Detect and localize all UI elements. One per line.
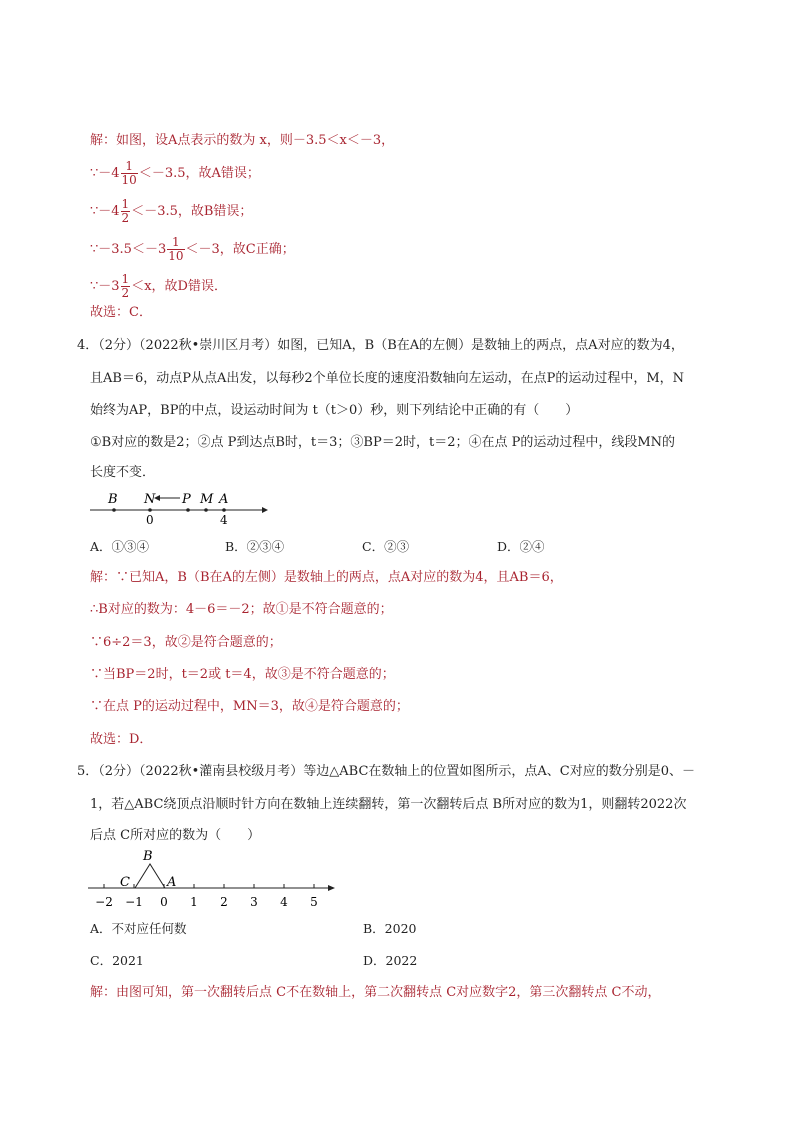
tick-label: 5 [310,895,318,909]
q5-choice-c: C．2021 [90,953,144,968]
q4-solution-line-4: ∵当BP＝2时，t＝2或 t＝4，故③是不符合题意的； [90,667,395,682]
q3-l5-pre: ∵－3 [90,279,120,294]
q4-solution-line-1: 解：∵已知A，B（B在A的左侧）是数轴上的两点，点A对应的数为4，且AB＝6， [90,570,563,585]
q3-l4-pre: ∵－3.5＜－3 [90,242,167,257]
q3-solution-line-4 [90,236,295,263]
fraction [121,198,131,225]
numerator: 1 [121,160,138,174]
q4-choice-c: C．②③ [362,539,410,554]
tick-label: −2 [95,895,113,909]
q4-stem-line-4: ①B对应的数是2；②点 P到达点B时，t＝3；③BP＝2时，t＝2；④在点 P的运动过程中，线段MN的 [90,435,676,450]
label-m: M [200,492,214,507]
q4-choice-d: D．②④ [497,539,545,554]
q4-stem-line-2: 且AB＝6，动点P从点A出发，以每秒2个单位长度的速度沿数轴向左运动，在点P的运动过程中，M，N [90,371,685,386]
q5-choice-d: D．2022 [363,953,418,968]
fraction [121,160,138,187]
vertex-a: A [167,875,177,890]
q4-stem-line-1: 4．（2分）（2022秋•崇川区月考）如图，已知A，B（B在A的左侧）是数轴上的两点，点A对应的数为4， [77,338,684,353]
tick-label: −1 [125,895,143,909]
numerator: 1 [167,236,184,250]
denominator: 10 [168,249,184,263]
q3-solution-line-2 [90,160,260,187]
numerator: 1 [121,197,130,211]
q3-answer: 故选：C． [90,305,152,320]
q4-solution-line-3: ∵6÷2＝3，故②是符合题意的； [90,635,282,650]
q3-l2-pre: ∵－4 [90,166,120,181]
point-p [186,508,190,512]
fraction [167,236,184,263]
q3-l2-post: ＜－3.5，故A错误； [138,166,260,181]
point-m [204,508,208,512]
q4-choice-a: A．①③④ [90,539,150,554]
point-a [222,508,226,512]
q4-stem-line-5: 长度不变． [90,465,156,480]
tick-0: 0 [146,513,154,527]
q3-l3-post: ＜－3.5，故B错误； [131,204,253,219]
q5-stem-line-2: 1，若△ABC绕顶点沿顺时针方向在数轴上连续翻转，第一次翻转后点 B所对应的数为1，则翻转2022次 [90,797,687,812]
label-n: N [144,492,156,507]
tick-labels [95,895,318,909]
axis-arrow [262,507,268,513]
q4-solution-line-2: ∴B对应的数为：4－6＝－2；故①是不符合题意的； [90,602,393,617]
tick-label: 2 [220,895,228,909]
q4-number-line-figure [90,488,270,528]
q3-solution-line-1: 解：如图，设A点表示的数为 x，则－3.5＜x＜－3， [90,133,395,148]
denominator: 10 [121,173,137,187]
tick-label: 4 [280,895,288,909]
q5-choice-a: A．不对应任何数 [90,921,187,936]
q3-l3-pre: ∵－4 [90,204,120,219]
q3-l5-post: ＜x，故D错误． [131,279,227,294]
q4-solution-line-5: ∵在点 P的运动过程中，MN＝3，故④是符合题意的； [90,699,409,714]
tick-label: 1 [190,895,198,909]
denominator: 2 [121,286,130,300]
label-a: A [219,492,229,507]
point-b [112,508,116,512]
q4-choice-b: B．②③④ [225,539,285,554]
vertex-c: C [120,875,130,890]
q3-l4-post: ＜－3，故C正确； [185,242,295,257]
axis-arrow [328,885,335,891]
q4-stem-line-3: 始终为AP，BP的中点，设运动时间为 t（t＞0）秒，则下列结论中正确的有（ ） [90,403,579,418]
q5-choice-b: B．2020 [363,921,417,936]
label-p: P [182,492,191,507]
q4-answer: 故选：D． [90,732,153,747]
fraction [121,273,131,300]
q5-triangle-number-line-figure [88,846,338,912]
q5-solution-line-1: 解：由图可知，第一次翻转后点 C不在数轴上，第二次翻转点 C对应数字2，第三次翻转点 C不动， [90,985,661,1000]
q3-solution-line-5 [90,273,227,300]
tick-label: 0 [160,895,168,909]
q5-stem-line-3: 后点 C所对应的数为（ ） [90,828,261,843]
point-n [148,508,152,512]
numerator: 1 [121,272,130,286]
q5-stem-line-1: 5．（2分）（2022秋•灌南县校级月考）等边△ABC在数轴上的位置如图所示，点A、C对应的数分别是0、－ [77,764,696,779]
triangle-abc [135,864,165,888]
tick-label: 3 [250,895,258,909]
denominator: 2 [121,211,130,225]
vertex-b: B [143,849,153,864]
label-b: B [108,492,118,507]
q3-solution-line-3 [90,198,252,225]
tick-4: 4 [220,513,228,527]
